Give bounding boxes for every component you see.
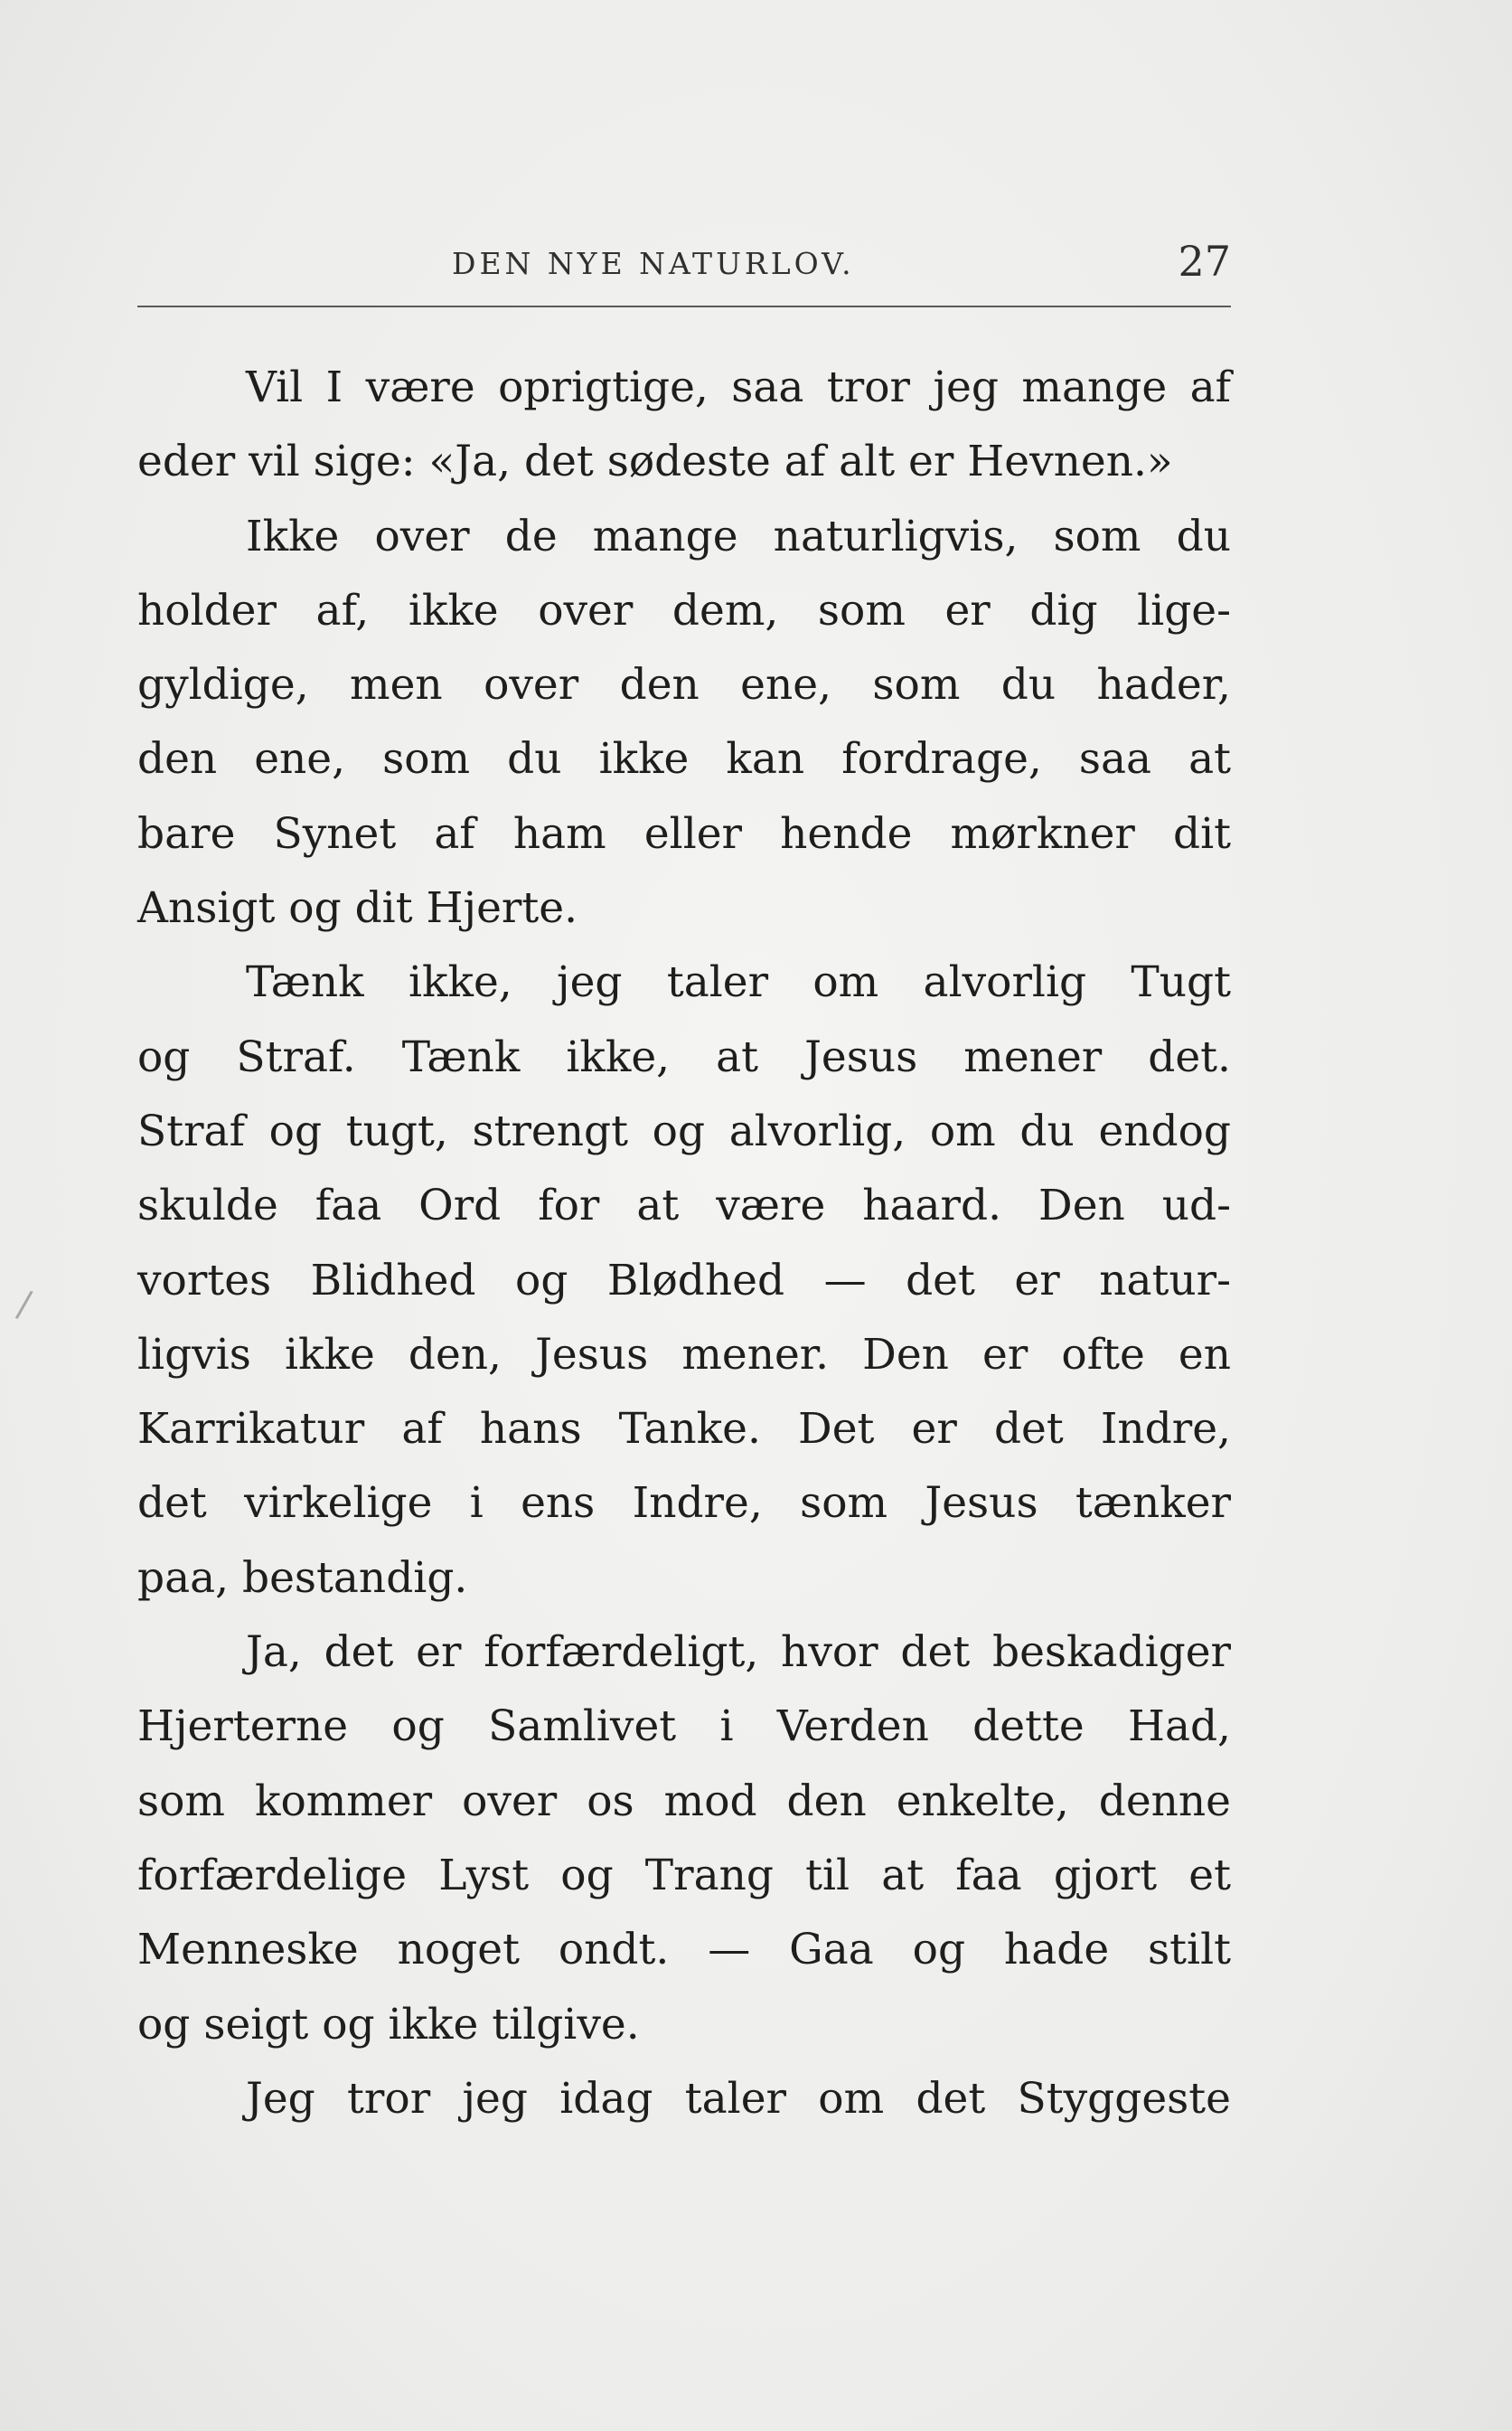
text-line: forfærdelige Lyst og Trang til at faa gjort et [137,1850,1231,1900]
text-line: det virkelige i ens Indre, som Jesus tænker [137,1478,1231,1529]
running-head [137,237,1231,309]
text-line: Ikke over de mange naturligvis, som du [246,511,1231,561]
text-line: Straf og tugt, strengt og alvorlig, om du endog [137,1106,1231,1156]
header-rule [137,306,1231,307]
text-line: som kommer over os mod den enkelte, denne [137,1776,1231,1826]
page-number: 27 [1178,237,1231,286]
text-line: Ja, det er forfærdeligt, hvor det beskadiger [246,1627,1231,1678]
text-line: og Straf. Tænk ikke, at Jesus mener det. [137,1032,1231,1082]
text-line: den ene, som du ikke kan fordrage, saa at [137,734,1231,785]
text-line: Menneske noget ondt. — Gaa og hade stilt [137,1925,1231,1975]
text-line: gyldige, men over den ene, som du hader, [137,660,1231,711]
text-line: bare Synet af ham eller hende mørkner dit [137,808,1231,859]
stray-pencil-mark: / [14,1283,35,1326]
text-line: Ansigt og dit Hjerte. [137,883,578,934]
text-line: Vil I være oprigtige, saa tror jeg mange af [246,363,1231,412]
text-line: Tænk ikke, jeg taler om alvorlig Tugt [246,957,1231,1008]
text-line: ligvis ikke den, Jesus mener. Den er ofte en [137,1329,1231,1380]
running-head-title: DEN NYE NATURLOV. [452,246,855,281]
text-line: holder af, ikke over dem, som er dig lige- [137,585,1231,636]
text-line: Karrikatur af hans Tanke. Det er det Indre, [137,1404,1231,1455]
text-line: Jeg tror jeg idag taler om det Styggeste [246,2073,1231,2124]
body-text [137,351,1231,2136]
text-line: vortes Blidhed og Blødhed — det er natur- [137,1255,1231,1305]
text-line: og seigt og ikke tilgive. [137,1999,640,2049]
text-line: eder vil sige: «Ja, det sødeste af alt er Hevnen.» [137,437,1173,487]
text-line: paa, bestandig. [137,1552,468,1603]
text-line: Hjerterne og Samlivet i Verden dette Had, [137,1701,1231,1752]
text-line: skulde faa Ord for at være haard. Den ud- [137,1181,1231,1231]
